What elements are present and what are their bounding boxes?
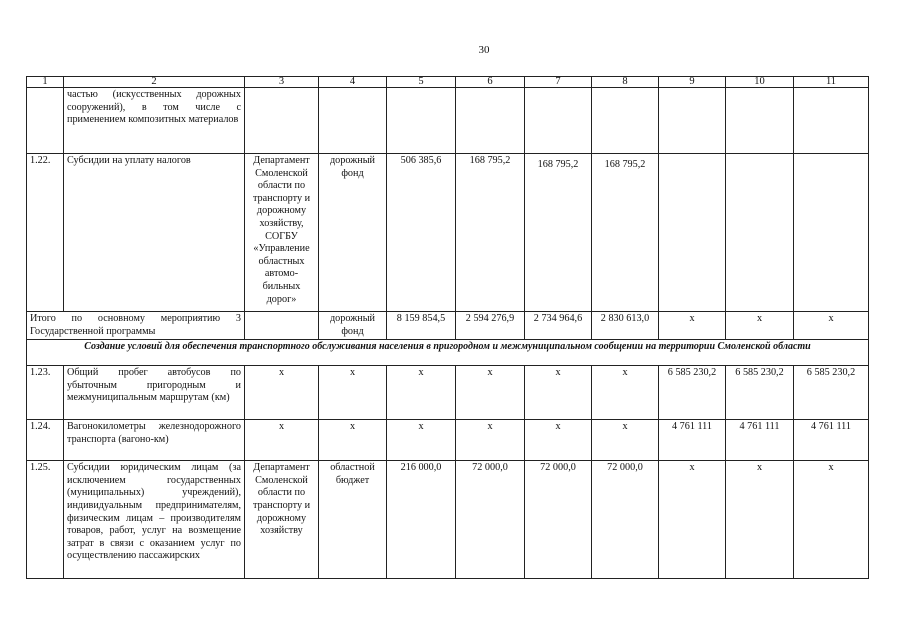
cell-exec: Департамент Смоленской области по транспорту и дорожному хозяйству xyxy=(245,461,319,579)
table-row-section-heading xyxy=(27,340,869,366)
cell-v9: х xyxy=(659,461,726,579)
section-heading: Создание условий для обеспечения транспортного обслуживания населения в пригородном и межмуниципальном сообщении на территории Смоленской области xyxy=(27,340,869,366)
col-header-1: 1 xyxy=(27,77,64,88)
table-row-1-25 xyxy=(27,461,869,579)
col-header-7: 7 xyxy=(525,77,592,88)
col-header-8: 8 xyxy=(592,77,659,88)
cell-exec: х xyxy=(245,420,319,461)
cell-exec xyxy=(245,312,319,340)
cell-total-name: Итого по основному мероприятию 3 Государственной программы xyxy=(27,312,245,340)
table-row-1-22 xyxy=(27,154,869,312)
cell-src: х xyxy=(319,420,387,461)
cell-v6: х xyxy=(456,420,525,461)
cell-v10: 4 761 111 xyxy=(726,420,794,461)
cell-num: 1.25. xyxy=(27,461,64,579)
col-header-9: 9 xyxy=(659,77,726,88)
cell-v6: 168 795,2 xyxy=(456,154,525,312)
table-row-continuation xyxy=(27,88,869,154)
cell-v5: 8 159 854,5 xyxy=(387,312,456,340)
cell-name: Субсидии юридическим лицам (за исключением государственных (муниципальных) учреждений), индивидуальным предпринимателям, физическим лицам – производителям товаров, работ, услуг на возмещение затрат в связи с оказанием услуг по осуществлению пассажирских xyxy=(64,461,245,579)
col-header-6: 6 xyxy=(456,77,525,88)
cell-num: 1.22. xyxy=(27,154,64,312)
cell-v6 xyxy=(456,88,525,154)
col-header-10: 10 xyxy=(726,77,794,88)
cell-v7: х xyxy=(525,420,592,461)
cell-v9: 4 761 111 xyxy=(659,420,726,461)
cell-v9 xyxy=(659,154,726,312)
cell-v7 xyxy=(525,88,592,154)
cell-v11: х xyxy=(794,312,869,340)
table-row-1-24 xyxy=(27,420,869,461)
cell-v9 xyxy=(659,88,726,154)
cell-v8: 2 830 613,0 xyxy=(592,312,659,340)
table-row-total xyxy=(27,312,869,340)
col-header-5: 5 xyxy=(387,77,456,88)
cell-v7-wrap xyxy=(525,154,592,312)
column-number-row xyxy=(27,77,869,88)
cell-src: х xyxy=(319,366,387,420)
cell-src: дорожный фонд xyxy=(319,154,387,312)
col-header-4: 4 xyxy=(319,77,387,88)
cell-v8: х xyxy=(592,420,659,461)
cell-v8: 168 795,2 xyxy=(604,159,646,170)
page-number: 30 xyxy=(478,44,490,56)
cell-v7: 2 734 964,6 xyxy=(525,312,592,340)
cell-v11: 4 761 111 xyxy=(794,420,869,461)
cell-v5 xyxy=(387,88,456,154)
cell-v10: х xyxy=(726,461,794,579)
cell-v7: 168 795,2 xyxy=(537,159,579,170)
cell-v8 xyxy=(592,88,659,154)
cell-v8: 72 000,0 xyxy=(592,461,659,579)
cell-exec xyxy=(245,88,319,154)
cell-v7: х xyxy=(525,366,592,420)
cell-v11 xyxy=(794,88,869,154)
cell-v8: х xyxy=(592,366,659,420)
cell-v9: х xyxy=(659,312,726,340)
table-row-1-23 xyxy=(27,366,869,420)
cell-v6: х xyxy=(456,366,525,420)
cell-v7: 72 000,0 xyxy=(525,461,592,579)
cell-v10 xyxy=(726,154,794,312)
cell-num: 1.23. xyxy=(27,366,64,420)
cell-v11: х xyxy=(794,461,869,579)
cell-v6: 2 594 276,9 xyxy=(456,312,525,340)
cell-src: дорожный фонд xyxy=(319,312,387,340)
cell-num: 1.24. xyxy=(27,420,64,461)
col-header-3: 3 xyxy=(245,77,319,88)
cell-v11: 6 585 230,2 xyxy=(794,366,869,420)
cell-v10 xyxy=(726,88,794,154)
cell-v10: х xyxy=(726,312,794,340)
col-header-11: 11 xyxy=(794,77,869,88)
cell-name: Общий пробег автобусов по убыточным пригородным и межмуниципальным маршрутам (км) xyxy=(64,366,245,420)
cell-v5: х xyxy=(387,366,456,420)
cell-v10: 6 585 230,2 xyxy=(726,366,794,420)
cell-v8-wrap xyxy=(592,154,659,312)
cell-name: Субсидии на уплату налогов xyxy=(64,154,245,312)
cell-v5: 216 000,0 xyxy=(387,461,456,579)
cell-v5: х xyxy=(387,420,456,461)
col-header-2: 2 xyxy=(64,77,245,88)
program-table xyxy=(26,76,869,579)
cell-v11 xyxy=(794,154,869,312)
cell-exec: х xyxy=(245,366,319,420)
cell-exec: Департамент Смоленской области по транспорту и дорожному хозяйству, СОГБУ «Управление областных автомо-бильных дорог» xyxy=(245,154,319,312)
cell-name: Вагонокилометры железнодорожного транспорта (вагоно-км) xyxy=(64,420,245,461)
cell-src xyxy=(319,88,387,154)
cell-src: областной бюджет xyxy=(319,461,387,579)
cell-v6: 72 000,0 xyxy=(456,461,525,579)
cell-v5: 506 385,6 xyxy=(387,154,456,312)
cell-v9: 6 585 230,2 xyxy=(659,366,726,420)
cell-num xyxy=(27,88,64,154)
cell-name: частью (искусственных дорожных сооружений), в том числе с применением композитных материалов xyxy=(64,88,245,154)
